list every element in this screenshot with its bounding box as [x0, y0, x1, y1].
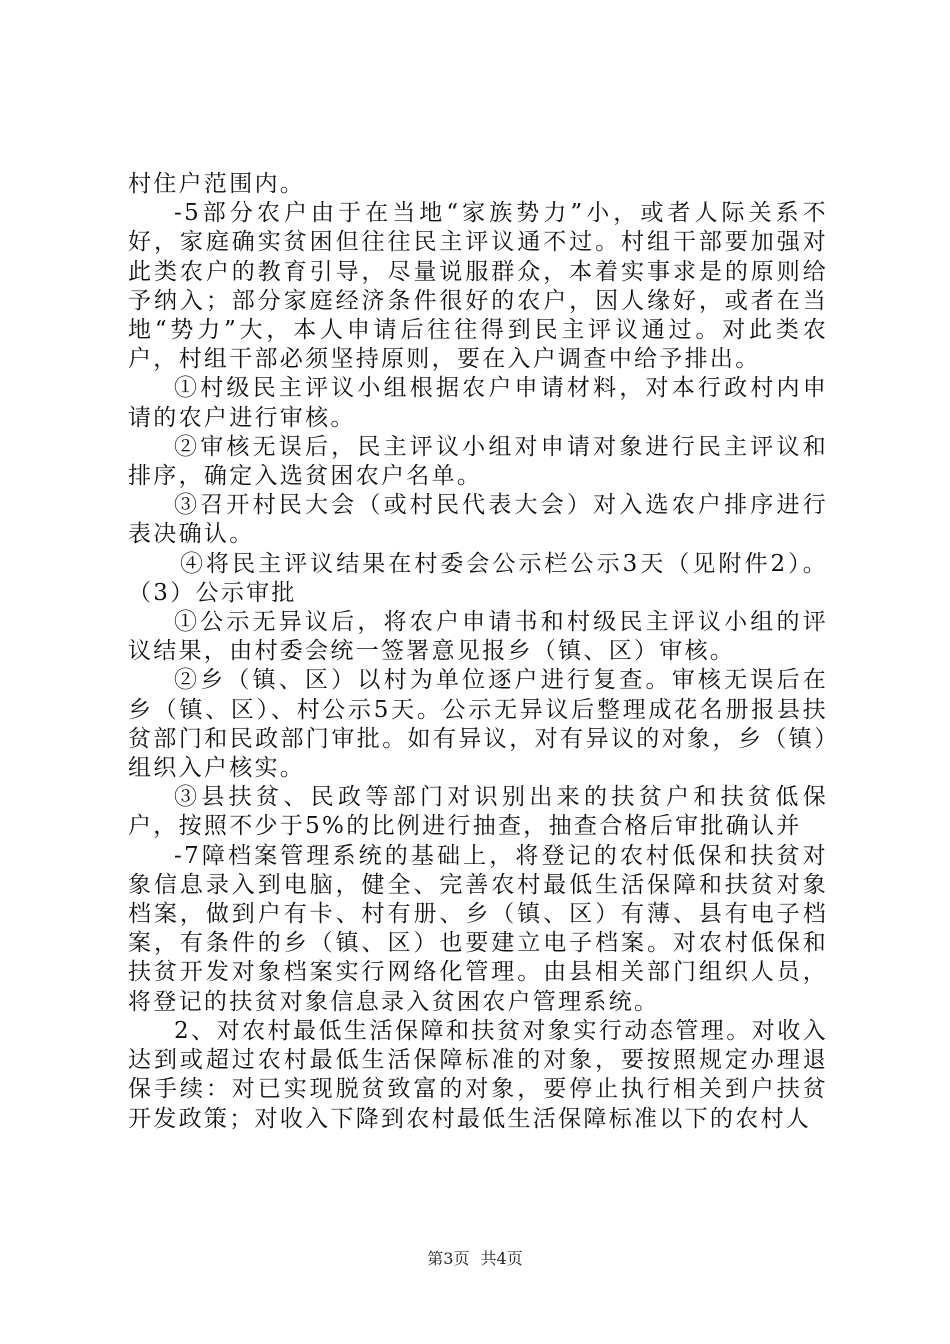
paragraph: -7障档案管理系统的基础上，将登记的农村低保和扶贫对象信息录入到电脑，健全、完善农村最低生活保障和扶贫对象档案，做到户有卡、村有册、乡（镇、区）有薄、县有电子档案，有条件的乡（镇、区）也要建立电子档案。对农村低保和扶贫开发对象档案实行网络化管理。由县相关部门组织人员，将登记的扶贫对象信息录入贫困农户管理系统。	[128, 842, 828, 1015]
page-footer	[0, 1249, 950, 1269]
paragraph: ③召开村民大会（或村民代表大会）对入选农户排序进行表决确认。	[128, 492, 828, 548]
paragraph: ①村级民主评议小组根据农户申请材料，对本行政村内申请的农户进行审核。	[128, 375, 828, 431]
paragraph: ②乡（镇、区）以村为单位逐户进行复查。审核无误后在乡（镇、区）、村公示5天。公示无异议后整理成花名册报县扶贫部门和民政部门审批。如有异议，对有异议的对象，乡（镇）组织入户核实。	[128, 667, 828, 782]
page-total: 共4页	[480, 1249, 523, 1268]
paragraph: ③县扶贫、民政等部门对识别出来的扶贫户和扶贫低保户，按照不少于5%的比例进行抽查，抽查合格后审批确认并	[128, 784, 828, 840]
paragraph: ④将民主评议结果在村委会公示栏公示3天（见附件2）。（3）公示审批	[128, 550, 828, 606]
paragraph: ①公示无异议后，将农户申请书和村级民主评议小组的评议结果，由村委会统一签署意见报乡（镇、区）审核。	[128, 609, 828, 665]
paragraph: 村住户范围内。	[128, 171, 306, 197]
document-body	[128, 170, 828, 1134]
page-number: 第3页	[427, 1249, 470, 1268]
paragraph: ②审核无误后，民主评议小组对申请对象进行民主评议和排序，确定入选贫困农户名单。	[128, 433, 828, 490]
paragraph: 2、对农村最低生活保障和扶贫对象实行动态管理。对收入达到或超过农村最低生活保障标准的对象，要按照规定办理退保手续：对已实现脱贫致富的对象，要停止执行相关到户扶贫开发政策；对收入下降到农村最低生活保障标准以下的农村人	[128, 1017, 828, 1132]
paragraph: -5部分农户由于在当地“家族势力”小，或者人际关系不好，家庭确实贫困但往往民主评议通不过。村组干部要加强对此类农户的教育引导，尽量说服群众，本着实事求是的原则给予纳入；部分家庭经济条件很好的农户，因人缘好，或者在当地“势力”大，本人申请后往往得到民主评议通过。对此类农户，村组干部必须坚持原则，要在入户调查中给予排出。	[128, 200, 828, 373]
